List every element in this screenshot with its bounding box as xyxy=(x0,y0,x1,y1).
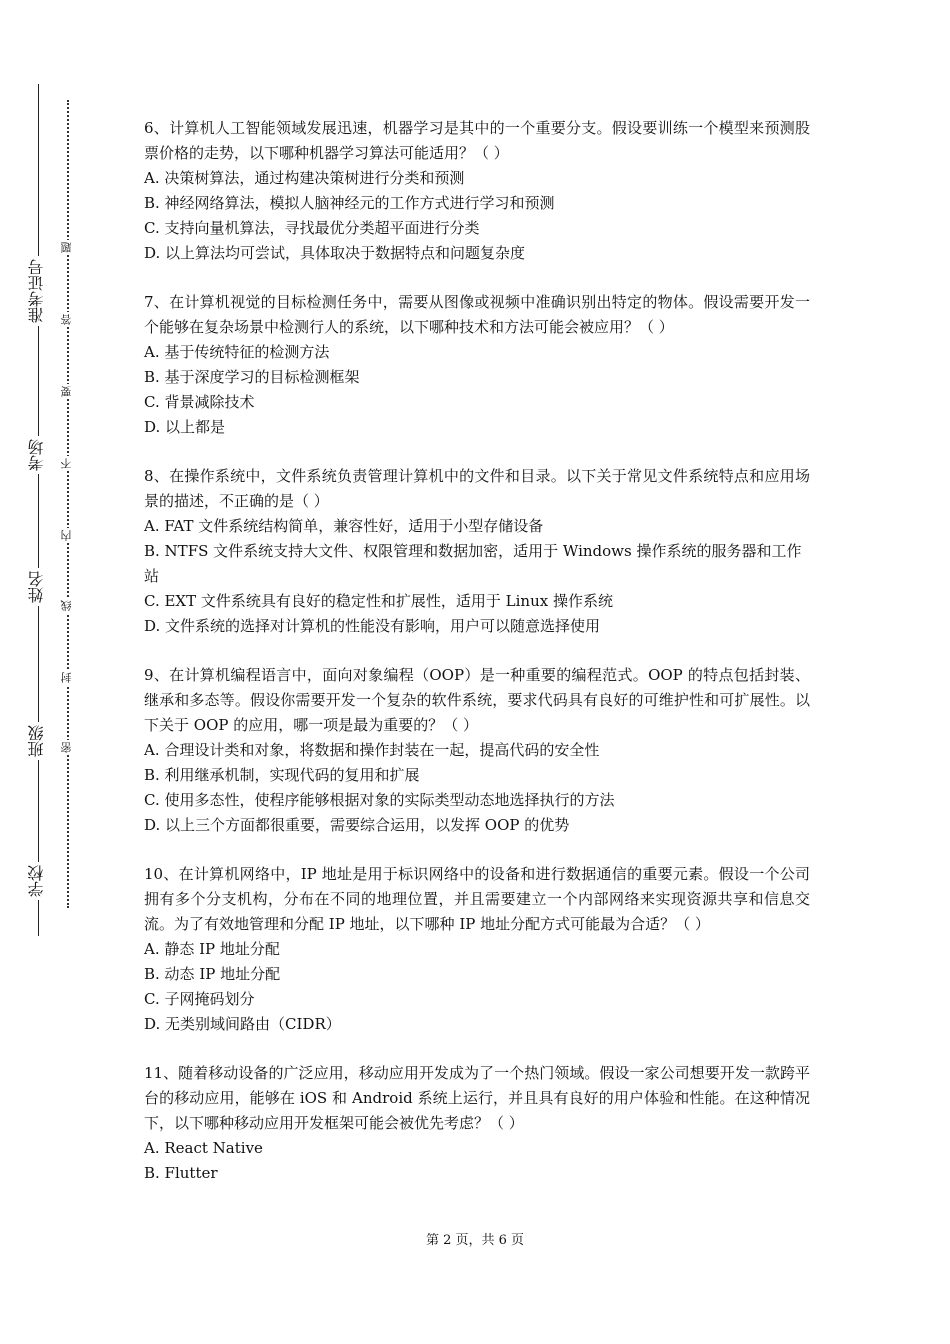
option-c: C. 子网掩码划分 xyxy=(144,990,255,1008)
option-c: C. 背景减除技术 xyxy=(144,393,255,411)
option-b: B. 基于深度学习的目标检测框架 xyxy=(144,368,360,386)
binding-solid-line xyxy=(38,84,39,936)
seal-dotted-line xyxy=(67,100,69,908)
question-text: 8、在操作系统中，文件系统负责管理计算机中的文件和目录。以下关于常见文件系统特点和应用场景的描述，不正确的是（ ） xyxy=(144,467,810,510)
option-d: D. 以上三个方面都很重要，需要综合运用，以发挥 OOP 的优势 xyxy=(144,816,570,834)
question-7 xyxy=(144,290,810,440)
question-text: 6、计算机人工智能领域发展迅速，机器学习是其中的一个重要分支。假设要训练一个模型来预测股票价格的走势，以下哪种机器学习算法可能适用？（ ） xyxy=(144,119,810,162)
class-label: 班级 xyxy=(22,722,56,760)
question-8 xyxy=(144,464,810,639)
option-c: C. 使用多态性，使程序能够根据对象的实际类型动态地选择执行的方法 xyxy=(144,791,615,809)
option-d: D. 以上都是 xyxy=(144,418,226,436)
question-9 xyxy=(144,663,810,838)
admission-number-label: 准考证号 xyxy=(22,256,56,326)
exam-room-label: 考场 xyxy=(22,436,56,474)
seal-char: 要 xyxy=(56,384,80,399)
seal-char: 封 xyxy=(56,670,80,685)
question-text: 7、在计算机视觉的目标检测任务中，需要从图像或视频中准确识别出特定的物体。假设需要开发一个能够在复杂场景中检测行人的系统，以下哪种技术和方法可能会被应用？（ ） xyxy=(144,293,810,336)
page-number: 第 2 页，共 6 页 xyxy=(425,1233,525,1248)
question-11 xyxy=(144,1061,810,1186)
option-d: D. 文件系统的选择对计算机的性能没有影响，用户可以随意选择使用 xyxy=(144,617,601,635)
seal-char: 密 xyxy=(56,740,80,755)
option-b: B. NTFS 文件系统支持大文件、权限管理和数据加密，适用于 Windows 操作系统的服务器和工作站 xyxy=(144,542,802,585)
seal-char: 不 xyxy=(56,456,80,471)
seal-char: 答 xyxy=(56,312,80,327)
binding-margin xyxy=(0,0,100,1344)
option-d: D. 以上算法均可尝试，具体取决于数据特点和问题复杂度 xyxy=(144,244,526,262)
school-label: 学校 xyxy=(22,862,56,900)
question-text: 10、在计算机网络中，IP 地址是用于标识网络中的设备和进行数据通信的重要元素。假设一个公司拥有多个分支机构，分布在不同的地理位置，并且需要建立一个内部网络来实现资源共享和信息交流。为了有效地管理和分配 IP 地址，以下哪种 IP 地址分配方式可能最为合适？（ ） xyxy=(144,865,810,933)
option-b: B. Flutter xyxy=(144,1164,218,1182)
question-6 xyxy=(144,116,810,266)
name-label: 姓名 xyxy=(22,568,56,606)
question-text: 9、在计算机编程语言中，面向对象编程（OOP）是一种重要的编程范式。OOP 的特点包括封装、继承和多态等。假设你需要开发一个复杂的软件系统，要求代码具有良好的可维护性和可扩展性。以下关于 OOP 的应用，哪一项是最为重要的？（ ） xyxy=(144,666,810,734)
option-c: C. 支持向量机算法，寻找最优分类超平面进行分类 xyxy=(144,219,480,237)
option-b: B. 动态 IP 地址分配 xyxy=(144,965,281,983)
option-a: A. FAT 文件系统结构简单，兼容性好，适用于小型存储设备 xyxy=(144,517,544,535)
question-list xyxy=(144,116,810,1210)
option-a: A. 合理设计类和对象，将数据和操作封装在一起，提高代码的安全性 xyxy=(144,741,600,759)
seal-char: 内 xyxy=(56,528,80,543)
seal-char: 线 xyxy=(56,598,80,613)
option-d: D. 无类别域间路由（CIDR） xyxy=(144,1015,341,1033)
question-10 xyxy=(144,862,810,1037)
option-a: A. 决策树算法，通过构建决策树进行分类和预测 xyxy=(144,169,465,187)
option-b: B. 利用继承机制，实现代码的复用和扩展 xyxy=(144,766,420,784)
option-c: C. EXT 文件系统具有良好的稳定性和扩展性，适用于 Linux 操作系统 xyxy=(144,592,613,610)
option-a: A. React Native xyxy=(144,1139,263,1157)
option-b: B. 神经网络算法，模拟人脑神经元的工作方式进行学习和预测 xyxy=(144,194,555,212)
seal-char: 题 xyxy=(56,240,80,255)
question-text: 11、随着移动设备的广泛应用，移动应用开发成为了一个热门领域。假设一家公司想要开发一款跨平台的移动应用，能够在 iOS 和 Android 系统上运行，并且具有良好的用户体验和性能。在这种情况下，以下哪种移动应用开发框架可能会被优先考虑？（ ） xyxy=(144,1064,810,1132)
option-a: A. 静态 IP 地址分配 xyxy=(144,940,280,958)
option-a: A. 基于传统特征的检测方法 xyxy=(144,343,330,361)
